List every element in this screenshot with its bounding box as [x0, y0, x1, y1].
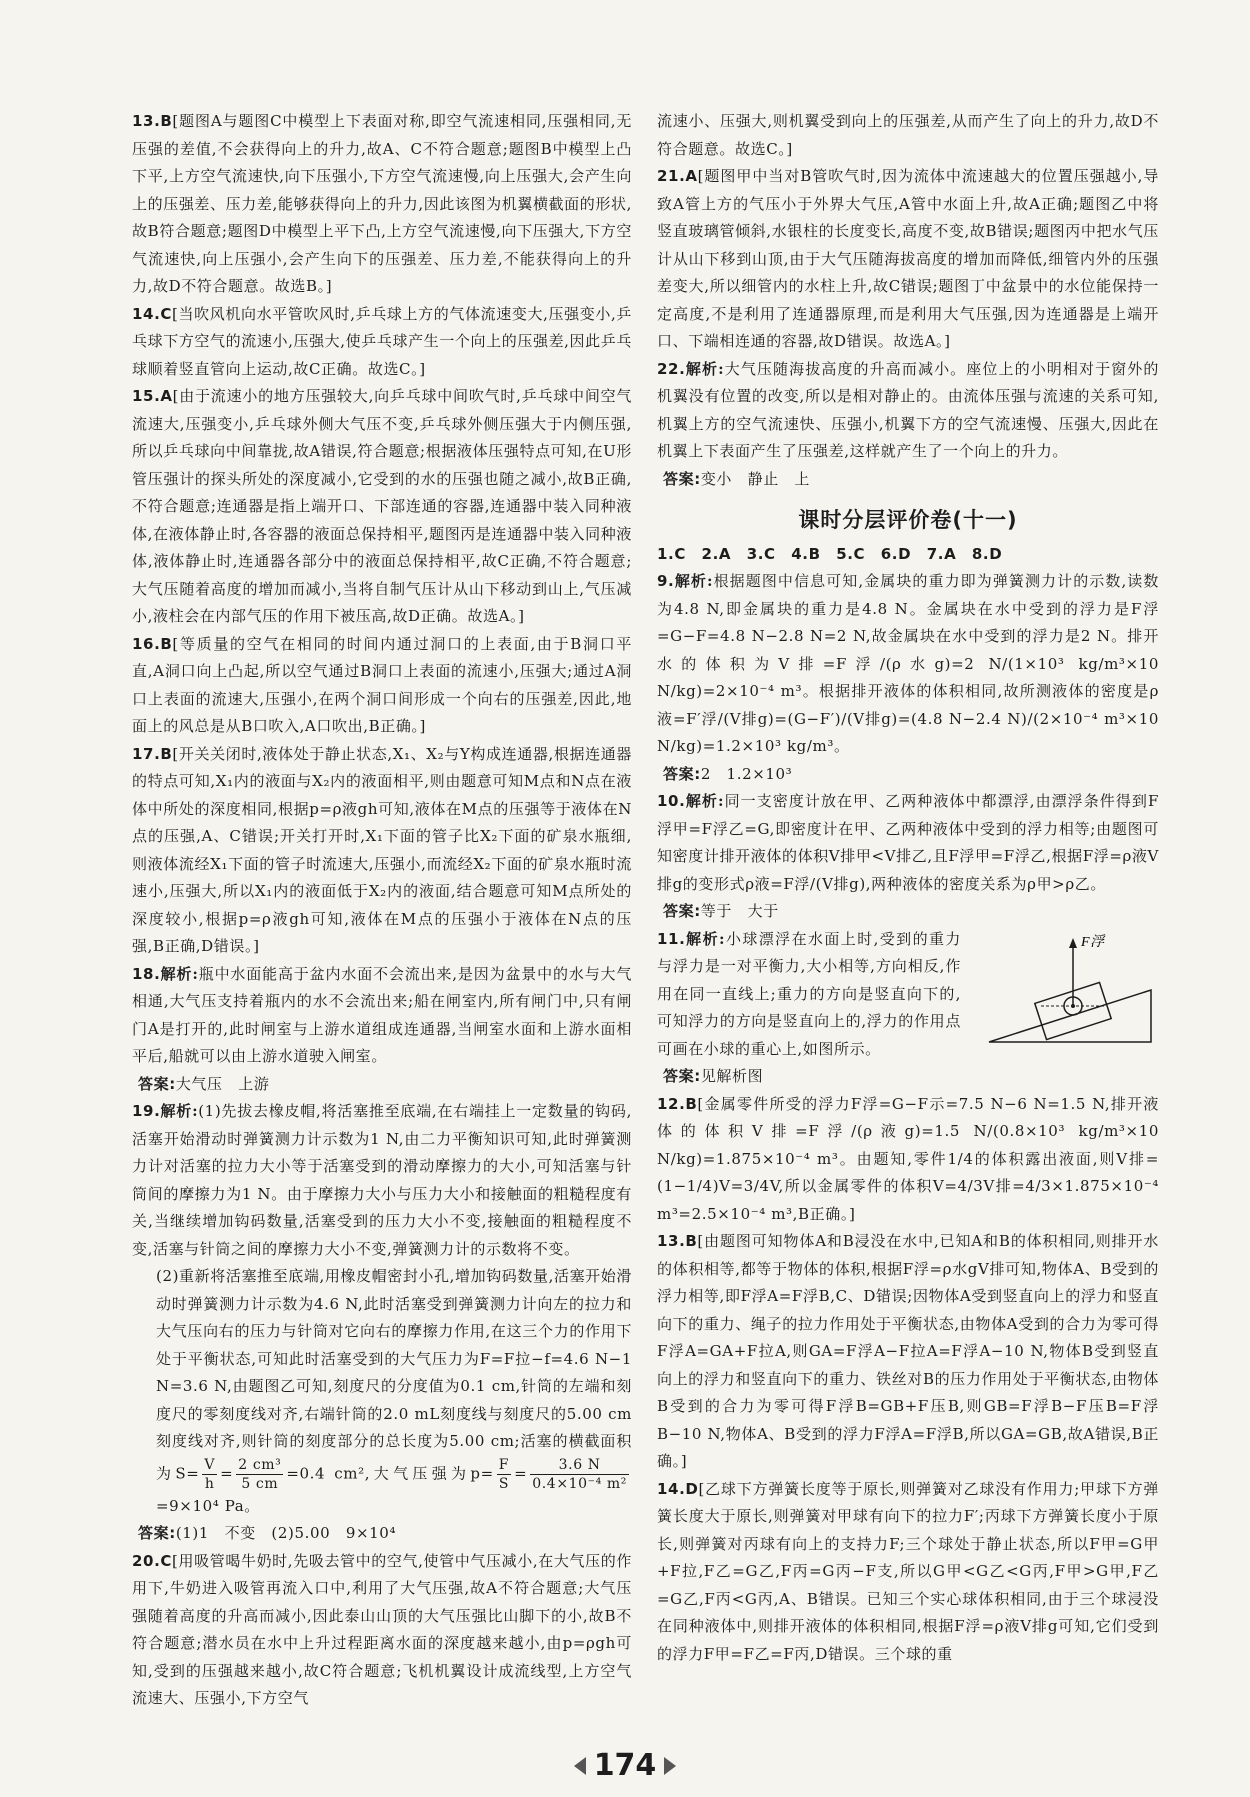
answer-19-final: 答案:(1)1 不变 (2)5.00 9×10⁴ [138, 1524, 397, 1542]
answer-19: 19.解析:(1)先拔去橡皮帽,将活塞推至底端,在右端挂上一定数量的钩码,活塞开始滑动时弹簧测力计示数为1 N,由二力平衡知识可知,此时弹簧测力计对活塞的拉力大小等于活塞受到的滑动摩擦力的大小,可知活塞与针筒间的摩擦力为1 N。由于摩擦力大小与压力大小和接触面的粗糙程度有关,当继续增加钩码数量,活塞受到的压力大小不变,接触面的粗糙程度不变,活塞与针筒之间的摩擦力大小不变,弹簧测力计的示数将不变。 [132, 1102, 633, 1258]
answer-20-cont: 流速小、压强大,则机翼受到向上的压强差,从而产生了向上的升力,故D不符合题意。故选C。] [657, 112, 1159, 158]
buoyancy-diagram [969, 930, 1159, 1050]
answer-14b: 14.D[乙球下方弹簧长度等于原长,则弹簧对乙球没有作用力;甲球下方弹簧长度大于原长,则弹簧对甲球有向下的拉力F′;丙球下方弹簧长度小于原长,则弹簧对丙球有向上的支持力F;三个球处于静止状态,所以F甲=G甲+F拉,F乙=G乙,F丙=G丙−F支,所以G甲<G乙<G丙,F甲>G甲,F乙=G乙,F丙<G丙,A、B错误。已知三个实心球体积相同,由于三个球浸没在同种液体中,则排开液体的体积相同,根据F浮=ρ液V排g可知,它们受到的浮力F甲=F乙=F丙,D错误。三个球的重 [657, 1479, 1159, 1663]
answer-13b: 13.B[由题图可知物体A和B浸没在水中,已知A和B的体积相同,则排开水的体积相等,都等于物体的体积,根据F浮=ρ水gV排可知,物体A、B受到的浮力相等,即F浮A=F浮B,C、D错误;因物体A受到竖直向上的浮力和竖直向下的重力、绳子的拉力作用处于平衡状态,由物体A受到的合力为零可得F浮A=GA+F拉A,则GA=F浮A−F拉A=F浮A−10 N,物体B受到竖直向上的浮力和竖直向下的重力、铁丝对B的压力作用处于平衡状态,由物体B受到的合力为零可得F浮B=GB+F压B,则GB=F浮B−F压B=F浮B−10 N,物体A、B受到的浮力F浮A=F浮B,所以GA=GB,故A错误,B正确。] [657, 1232, 1159, 1470]
left-arrow-icon [574, 1757, 586, 1775]
answer-19-part2: (2)重新将活塞推至底端,用橡皮帽密封小孔,增加钩码数量,活塞开始滑动时弹簧测力计示数为4.6 N,此时活塞受到弹簧测力计向左的拉力和大气压向右的压力与针筒对它向右的摩擦力作用,在这三个力的作用下处于平衡状态,可知此时活塞受到的大气压力为F=F拉−f=4.6 N−1 N=3.6 N,由题图乙可知,刻度尺的分度值为0.1 cm,针筒的左端和刻度尺的零刻度线对齐,右端针筒的2.0 mL刻度线与刻度尺的5.00 cm刻度线对齐,则针筒的刻度部分的总长度为5.00 cm;活塞的横截面积为S= $\frac{V}{h}$ = $\frac{\text{2 cm³}}{5 cm}$ =0.4 cm²,大气压强为p= $\frac{F}{S}$ = $\frac{3.6 N}{\text{0.4×10⁻⁴ m²}}$ =9×10⁴ Pa。 [156, 1267, 632, 1515]
answer-18-final: 答案:大气压 上游 [138, 1074, 270, 1093]
answer-17: 17.B[开关关闭时,液体处于静止状态,X₁、X₂与Y构成连通器,根据连通器的特点可知,X₁内的液面与X₂内的液面相平,则由题意可知M点和N点在液体中所处的深度相同,根据p=ρ液gh可知,液体在M点的压强等于液体在N点的压强,A、C错误;开关打开时,X₁下面的管子比X₂下面的矿泉水瓶细,则液体流经X₁下面的管子时流速大,压强小,而流经X₂下面的矿泉水瓶时流速小,压强大,所以X₁内的液面低于X₂内的液面,结合题意可知M点所处的深度较小,根据p=ρ液gh可知,液体在M点的压强小于液体在N点的压强,B正确,D错误。] [132, 744, 632, 955]
right-column [657, 108, 1159, 1668]
buoyant-force-label: F浮 [1081, 934, 1105, 950]
answer-11-final: 答案:见解析图 [663, 1067, 764, 1085]
answer-10: 10.解析:同一支密度计放在甲、乙两种液体中都漂浮,由漂浮条件得到F浮甲=F浮乙=G,即密度计在甲、乙两种液体中受到的浮力相等;由题图可知密度计排开液体的体积V排甲<V排乙,且F浮甲=F浮乙,根据F浮=ρ液V排g的变形式ρ液=F浮/(V排g),两种液体的密度关系为ρ甲>ρ乙。 [657, 792, 1160, 893]
answer-21: 21.A[题图甲中当对B管吹气时,因为流体中流速越大的位置压强越小,导致A管上方的气压小于外界大气压,A管中水面上升,故A正确;题图乙中将竖直玻璃管倾斜,水银柱的长度变长,高度不变,故B错误;题图丙中把水气压计从山下移到山顶,由于大气压随海拔高度的增加而降低,细管内外的压强差变大,所以细管内的水柱上升,故C错误;题图丁中盆景中的水位能保持一定高度,不是利用了连通器原理,而是利用大气压强,因为连通器是上端开口、下端相连通的容器,故D错误。故选A。] [657, 167, 1159, 350]
fraction: $\frac{F}{S}$ [498, 1456, 510, 1492]
answer-22-final: 答案:变小 静止 上 [663, 469, 811, 488]
answer-22: 22.解析:大气压随海拔高度的升高而减小。座位上的小明相对于窗外的机翼没有位置的改变,所以是相对静止的。由流体压强与流速的关系可知,机翼上方的空气流速快、压强小,机翼下方的空气流速慢、压强大,因此在机翼上下表面产生了压强差,这样就产生了一个向上的升力。 [657, 359, 1160, 460]
left-column [132, 108, 632, 1713]
answer-12: 12.B[金属零件所受的浮力F浮=G−F示=7.5 N−6 N=1.5 N,排开液体的体积V排=F浮/(ρ液g)=1.5 N/(0.8×10³ kg/m³×10 N/kg)=1.875×10⁻⁴ m³。由题知,零件1/4的体积露出液面,则V排=(1−1/4)V=3/4V,所以金属零件的体积V=4/3V排=4/3×1.875×10⁻⁴ m³=2.5×10⁻⁴ m³,B正确。] [657, 1094, 1159, 1223]
answer-9-final: 答案:2 1.2×10³ [663, 764, 793, 783]
page-number: 174 [590, 1748, 660, 1784]
fraction: $\frac{\text{2 cm³}}{5 cm}$ [238, 1456, 282, 1492]
answer-18: 18.解析:瓶中水面能高于盆内水面不会流出来,是因为盆景中的水与大气相通,大气压支持着瓶内的水不会流出来;船在闸室内,所有闸门中,只有闸门A是打开的,此时闸室与上游水道组成连通器,当闸室水面和上游水面相平后,船就可以由上游水道驶入闸室。 [132, 964, 632, 1065]
answer-11: F浮 11.解析:小球漂浮在水面上时,受到的重力与浮力是一对平衡力,大小相等,方向相反,作用在同一直线上;重力的方向是竖直向下的,可知浮力的方向是竖直向上的,浮力的作用点可画在小球的重心上,如图所示。 [657, 926, 1159, 1064]
mcq-answers: 1.C 2.A 3.C 4.B 5.C 6.D 7.A 8.D [657, 544, 1003, 563]
answer-15: 15.A[由于流速小的地方压强较大,向乒乓球中间吹气时,乒乓球中间空气流速大,压强变小,乒乓球外侧大气压不变,乒乓球外侧压强大于内侧压强,所以乒乓球向中间靠拢,故A错误,符合题意;根据液体压强特点可知,在U形管压强计的探头所处的深度减小,它受到的水的压强也随之减小,故B正确,不符合题意;连通器是指上端开口、下部连通的容器,连通器中装入同种液体,在液体静止时,各容器的液面总保持相平,题图丙是连通器中装入同种液体,液体静止时,连通器各部分中的液面总保持相平,故C正确,不符合题意;大气压随着高度的增加而减小,当将自制气压计从山下移动到山上,气压减小,液柱会在内部气压的作用下被压高,故D正确。故选A。] [132, 387, 632, 625]
answer-14: 14.C[当吹风机向水平管吹风时,乒乓球上方的气体流速变大,压强变小,乒乓球下方空气的流速小,压强大,使乒乓球产生一个向上的压强差,因此乒乓球顺着竖直管向上运动,故C正确。故选C。] [132, 304, 632, 378]
answer-16: 16.B[等质量的空气在相同的时间内通过洞口的上表面,由于B洞口平直,A洞口向上凸起,所以空气通过B洞口上表面的流速小,压强大;通过A洞口上表面的流速大,压强小,在两个洞口间形成一个向右的压强差,因此,地面上的风总是从B口吹入,A口吹出,B正确。] [132, 634, 632, 735]
answer-10-final: 答案:等于 大于 [663, 902, 779, 920]
fraction: $\frac{V}{h}$ [204, 1456, 216, 1492]
right-arrow-icon [664, 1757, 676, 1775]
fraction: $\frac{3.6 N}{\text{0.4×10⁻⁴ m²}}$ [532, 1456, 627, 1492]
section-title: 课时分层评价卷(十一) [798, 508, 1018, 532]
answer-13: 13.B[题图A与题图C中模型上下表面对称,即空气流速相同,压强相同,无压强的差值,不会获得向上的升力,故A、C不符合题意;题图B中模型上凸下平,上方空气流速快,向下压强小,下方空气流速慢,向上压强大,会产生向上的压强差、压力差,能够获得向上的升力,因此该图为机翼横截面的形状,故B符合题意;题图D中模型上平下凸,上方空气流速慢,向下压强大,下方空气流速快,向上压强小,会产生向下的压强差、压力差,不能获得向上的升力,故D不符合题意。故选B。] [132, 112, 632, 295]
answer-20: 20.C[用吸管喝牛奶时,先吸去管中的空气,使管中气压减小,在大气压的作用下,牛奶进入吸管再流入口中,利用了大气压强,故A不符合题意;大气压强随着高度的升高而减小,因此泰山山顶的大气压强比山脚下的小,故B不符合题意;潜水员在水中上升过程距离水面的深度越来越小,由p=ρgh可知,受到的压强越来越小,故C符合题意;飞机机翼设计成流线型,上方空气流速大、压强小,下方空气 [132, 1551, 632, 1707]
answer-9: 9.解析:根据题图中信息可知,金属块的重力即为弹簧测力计的示数,读数为4.8 N,即金属块的重力是4.8 N。金属块在水中受到的浮力是F浮=G−F=4.8 N−2.8 N=2 N,故金属块在水中受到的浮力是2 N。排开水的体积为V排=F浮/(ρ水g)=2 N/(1×10³ kg/m³×10 N/kg)=2×10⁻⁴ m³。根据排开液体的体积相同,故所测液体的密度是ρ液=F′浮/(V排g)=(G−F′)/(V排g)=(4.8 N−2.4 N)/(2×10⁻⁴ m³×10 N/kg)=1.2×10³ kg/m³。 [657, 572, 1159, 755]
